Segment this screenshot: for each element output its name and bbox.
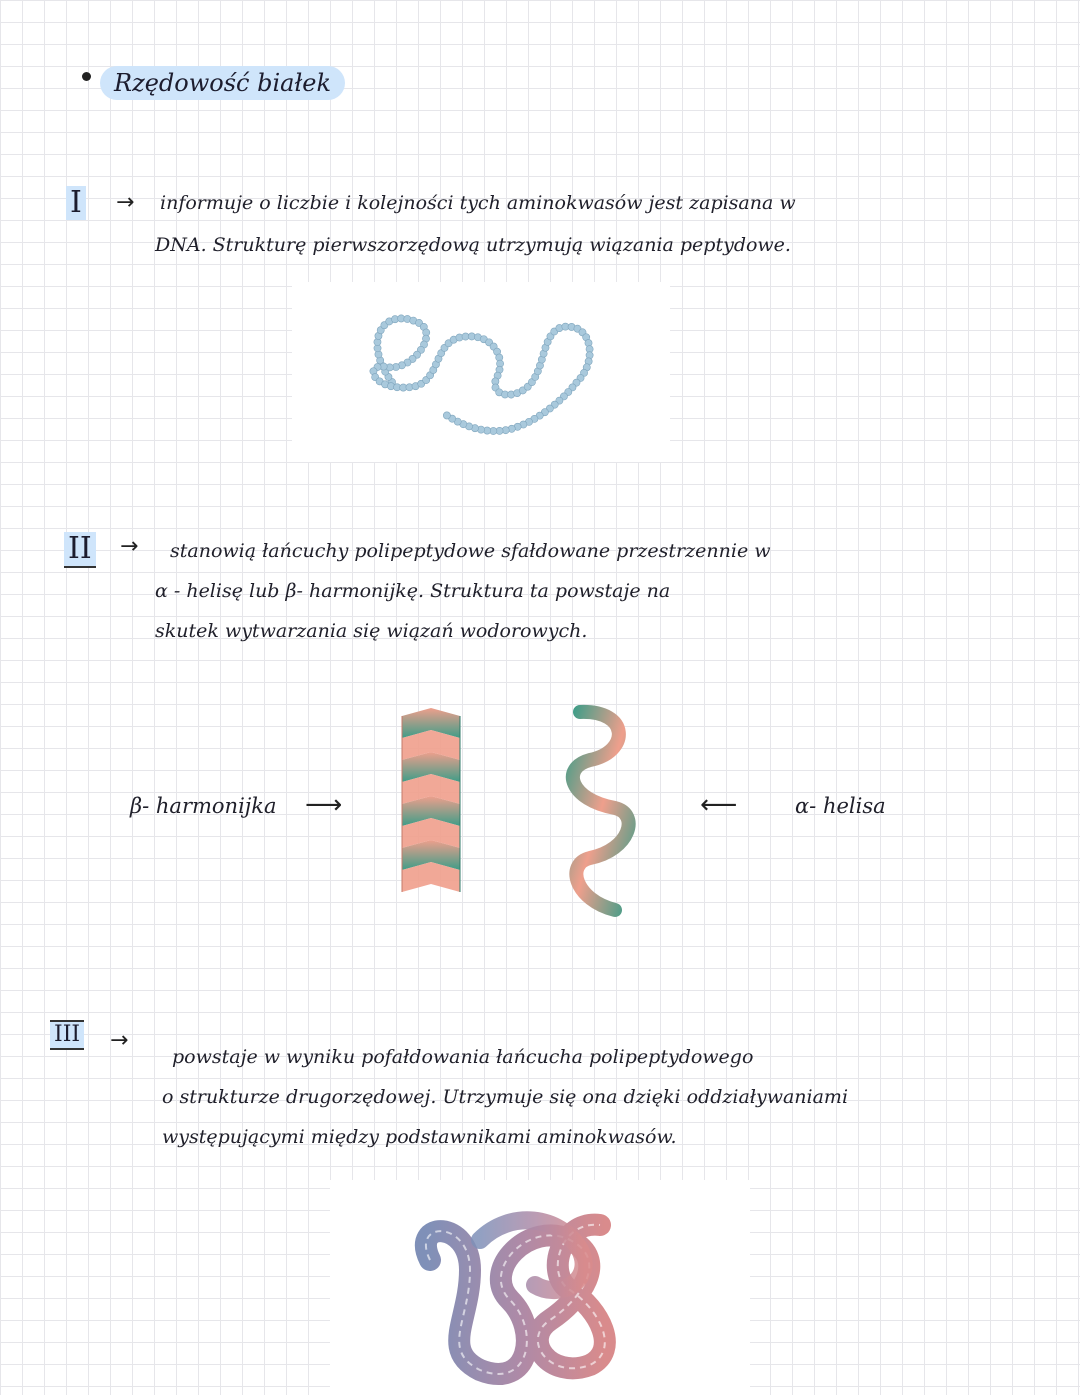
alpha-arrow: ⟵ <box>700 790 746 820</box>
section-2-line-3: skutek wytwarzania się wiązań wodorowych. <box>155 620 588 642</box>
section-2-arrow: → <box>120 534 139 559</box>
section-2-line-2: α - helisę lub β- harmonijkę. Struktura ta powstaje na <box>155 580 671 602</box>
section-3-line-3: występującymi między podstawnikami aminokwasów. <box>162 1126 677 1148</box>
tertiary-fold-illustration <box>330 1180 750 1395</box>
section-2-line-1: stanowią łańcuchy polipeptydowe sfałdowane przestrzennie w <box>170 540 771 562</box>
section-1-line-1: informuje o liczbie i kolejności tych aminokwasów jest zapisana w <box>160 192 796 214</box>
primary-structure-image <box>292 282 670 462</box>
bead-chain-illustration <box>292 282 670 462</box>
section-2-numeral: II <box>64 532 96 568</box>
page-title: Rzędowość białek <box>100 66 345 100</box>
beta-label: β- harmonijka <box>130 794 277 818</box>
tertiary-structure-image <box>330 1180 750 1395</box>
alpha-label: α- helisa <box>795 794 886 818</box>
beta-sheet-image <box>396 708 466 908</box>
section-1-line-2: DNA. Strukturę pierwszorzędową utrzymują wiązania peptydowe. <box>155 234 791 256</box>
alpha-helix-illustration <box>560 700 650 920</box>
bullet-dot <box>82 72 91 81</box>
alpha-helix-image <box>560 700 650 920</box>
section-3-arrow: → <box>110 1028 129 1053</box>
section-3-line-1: powstaje w wyniku pofałdowania łańcucha polipeptydowego <box>172 1046 754 1068</box>
beta-sheet-illustration <box>396 708 466 908</box>
beta-arrow: ⟶ <box>305 790 343 820</box>
section-1-arrow: → <box>116 190 135 215</box>
bead <box>443 412 450 419</box>
section-3-line-2: o strukturze drugorzędowej. Utrzymuje się ona dzięki oddziaływaniami <box>162 1086 849 1108</box>
section-3-numeral: III <box>50 1020 84 1050</box>
section-1-numeral: I <box>66 186 86 220</box>
